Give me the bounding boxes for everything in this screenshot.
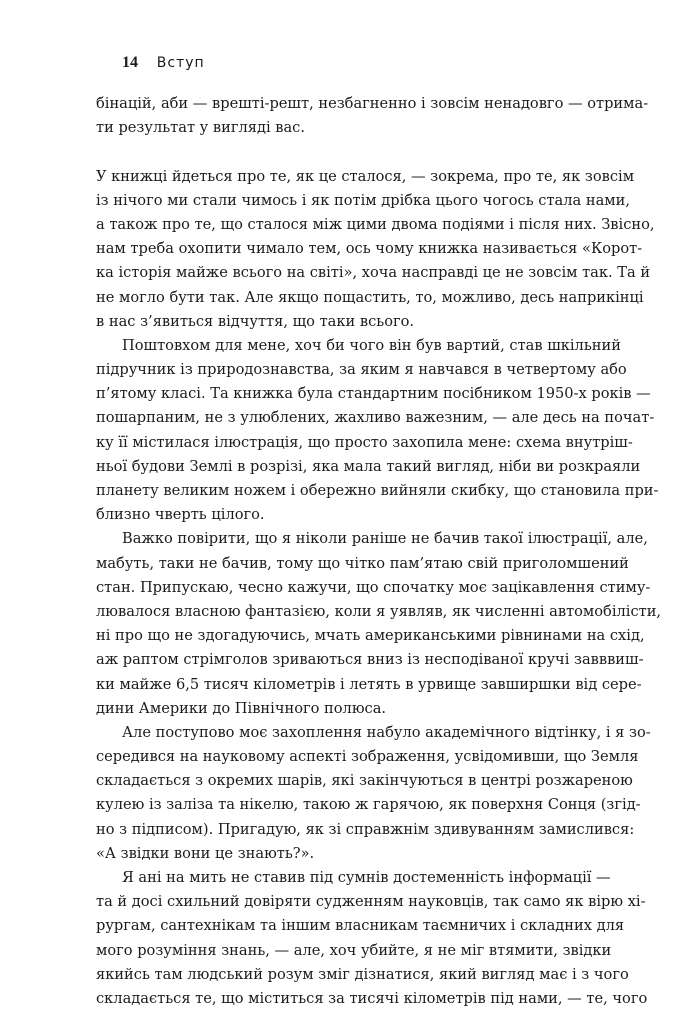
text-line: якийсь там людський розум зміг дізнатися, який вигляд має і з чого [96,965,629,983]
text-line: стан. Припускаю, чесно кажучи, що спочатку моє зацікавлення стиму- [96,578,651,596]
paragraph [96,721,651,866]
chapter-title: Вступ [156,55,205,71]
text-line: ти результат у вигляді вас. [96,119,305,137]
text-line: та й досі схильний довіряти судженням науковців, так само як вірю хі- [96,893,646,911]
text-line: рургам, сантехнікам та іншим власникам таємничих і складних для [96,917,625,935]
body-text [96,92,662,1011]
text-line: Я ані на мить не ставив під сумнів достеменність інформації — [122,869,611,886]
text-line: Поштовхом для мене, хоч би чого він був вартий, став шкільний [122,336,621,354]
text-line: середився на науковому аспекті зображення, усвідомивши, що Земля [96,748,639,766]
paragraph [96,92,649,140]
text-line: ки майже 6,5 тисяч кілометрів і летять в урвище завширшки від сере- [96,675,642,693]
text-line: нам треба охопити чимало тем, ось чому книжка називається «Корот- [96,240,643,258]
text-line: аж раптом стрімголов зриваються вниз із несподіваної кручі завввиш- [96,651,644,669]
text-line: в нас з’явиться відчуття, що таки всього. [96,312,415,330]
text-line: но з підписом). Пригадую, як зі справжнім здивуванням замислився: [96,820,635,838]
text-line: планету великим ножем і обережно вийняли скибку, що становила при- [96,482,659,499]
running-head [122,52,205,73]
paragraph [96,527,662,721]
text-line: із нічого ми стали чимось і як потім дрібка цього чогось стала нами, [96,191,631,209]
page-number: 14 [122,54,138,71]
text-line: ка історія майже всього на світі», хоча насправді це не зовсім так. Та й [96,264,651,282]
text-line: ні про що не здогадуючись, мчать американськими рівнинами на схід, [96,627,645,645]
text-line: ньої будови Землі в розрізі, яка мала такий вигляд, ніби ви розкраяли [96,457,641,475]
text-line: мабуть, таки не бачив, тому що чітко пам’ятаю свій приголомшений [96,554,629,572]
text-line: п’ятому класі. Та книжка була стандартним посібником 1950-х років — [96,385,651,403]
text-line: пошарпаним, не з улюблених, жахливо важезним, — але десь на почат- [96,409,655,427]
text-line: а також про те, що сталося між цими двома подіями і після них. Звісно, [96,215,655,233]
paragraph [96,165,655,334]
paragraph [96,334,659,528]
text-line: близно чверть цілого. [96,506,265,524]
text-line: ку її містилася ілюстрація, що просто захопила мене: схема внутріш- [96,433,633,451]
text-line: складається з окремих шарів, які закінчуються в центрі розжареною [96,772,633,790]
text-line: мого розуміння знань, — але, хоч убийте, я не міг втямити, звідки [96,941,612,959]
text-line: лювалося власною фантазією, коли я уявляв, як численні автомобілісти, [96,602,662,620]
text-line: Важко повірити, що я ніколи раніше не бачив такої ілюстрації, але, [122,530,648,548]
text-line: не могло бути так. Але якщо пощастить, то, можливо, десь наприкінці [96,288,644,306]
text-line: бінацій, аби — врешті-решт, незбагненно і зовсім ненадовго — отрима- [96,95,649,112]
text-line: У книжці йдеться про те, як це сталося, — зокрема, про те, як зовсім [96,167,635,185]
text-line: кулею із заліза та нікелю, такою ж гарячою, як поверхня Сонця (згід- [96,796,641,814]
text-line: підручник із природознавства, за яким я навчався в четвертому або [96,361,627,379]
paragraph-gap [96,140,598,164]
text-line: «А звідки вони це знають?». [96,844,315,862]
text-line: складається те, що міститься за тисячі кілометрів під нами, — те, чого [96,989,648,1007]
text-line: Але поступово моє захоплення набуло академічного відтінку, і я зо- [122,723,651,741]
paragraph [96,866,648,1011]
text-line: дини Америки до Північного полюса. [96,699,387,717]
